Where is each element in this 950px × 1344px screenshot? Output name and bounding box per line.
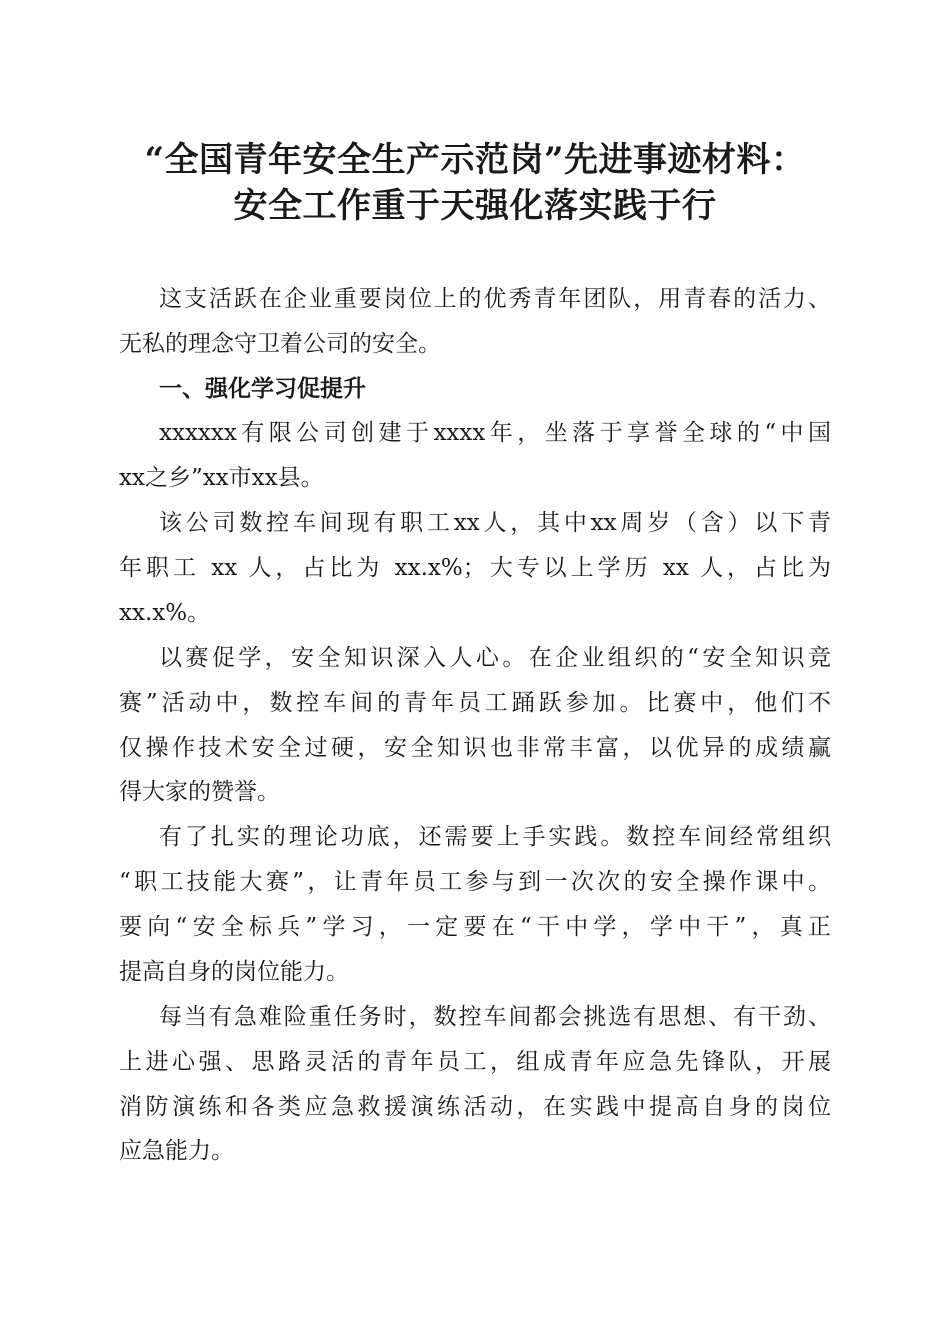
paragraph-line: 这支活跃在企业重要岗位上的优秀青年团队，用青春的活力、 [159,286,831,312]
paragraph-line: 得大家的赞誉。 [119,779,280,805]
document-title-line-2: 安全工作重于天强化落实践于行 [233,186,717,226]
paragraph-line: 无私的理念守卫着公司的安全。 [119,331,441,357]
paragraph-line: xx.x%。 [119,600,211,626]
paragraph-line: 以赛促学，安全知识深入人心。在企业组织的“安全知识竞 [159,645,831,671]
paragraph-line: xxxxxx有限公司创建于xxxx年，坐落于享誉全球的“中国 [159,420,831,446]
paragraph-line: “职工技能大赛”，让青年员工参与到一次次的安全操作课中。 [119,869,831,895]
paragraph-line: 该公司数控车间现有职工xx人，其中xx周岁（含）以下青 [159,510,831,536]
section-heading: 一、强化学习促提升 [159,376,366,402]
paragraph-line: 要向“安全标兵”学习，一定要在“干中学，学中干”，真正 [119,914,831,940]
paragraph-line: 每当有急难险重任务时，数控车间都会挑选有思想、有干劲、 [159,1004,831,1030]
paragraph-line: 仅操作技术安全过硬，安全知识也非常丰富，以优异的成绩赢 [119,735,831,761]
paragraph-line: 有了扎实的理论功底，还需要上手实践。数控车间经常组织 [159,824,831,850]
paragraph-line: 上进心强、思路灵活的青年员工，组成青年应急先锋队，开展 [119,1049,831,1075]
paragraph-line: 年职工 xx 人，占比为 xx.x%；大专以上学历 xx 人，占比为 [119,555,831,581]
paragraph-line: xx之乡”xx市xx县。 [119,465,324,491]
document-title-line-1: “全国青年安全生产示范岗”先进事迹材料： [144,140,806,180]
paragraph-line: 提高自身的岗位能力。 [119,959,349,985]
paragraph-line: 应急能力。 [119,1138,234,1164]
paragraph-line: 赛”活动中，数控车间的青年员工踊跃参加。比赛中，他们不 [119,690,831,716]
paragraph-line: 消防演练和各类应急救援演练活动，在实践中提高自身的岗位 [119,1094,831,1120]
